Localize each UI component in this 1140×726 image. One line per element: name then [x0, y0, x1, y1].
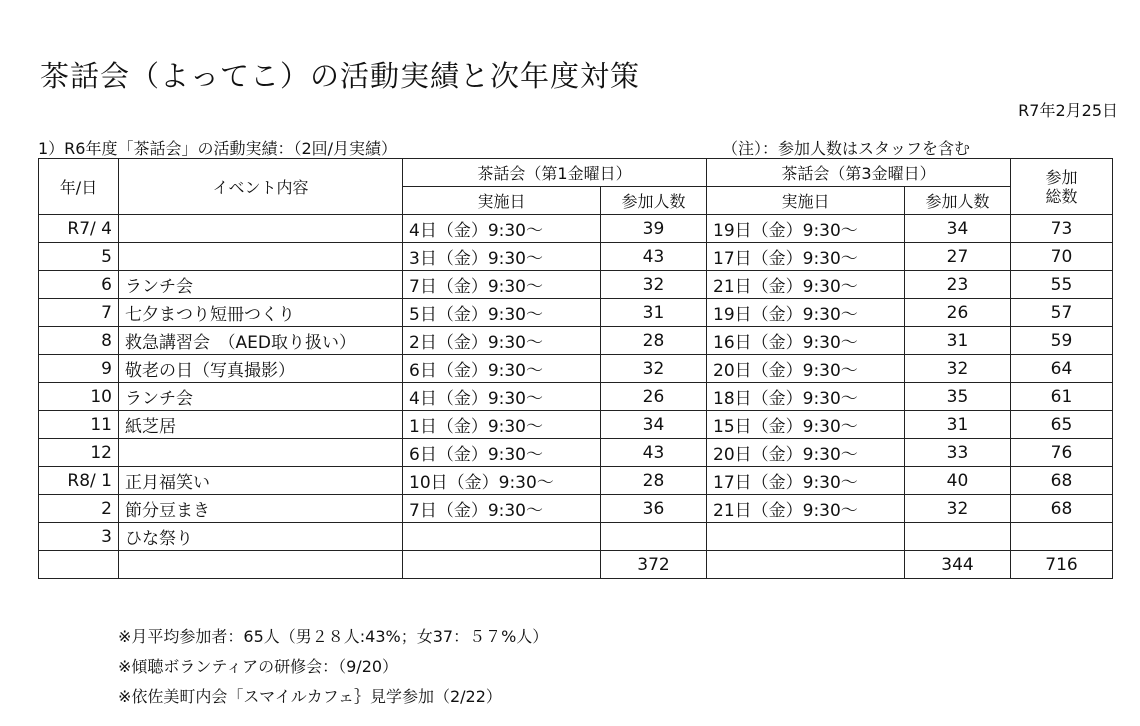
total-count-cell — [1011, 523, 1113, 551]
table-row — [39, 327, 1113, 355]
header-total-label: 参加総数 — [1045, 167, 1078, 206]
first-friday-count-cell: 43 — [601, 439, 707, 467]
first-friday-date-cell: 2日（金）9:30～ — [403, 327, 601, 355]
total-count-cell: 64 — [1011, 355, 1113, 383]
month-cell: 11 — [39, 411, 119, 439]
first-friday-count-cell — [601, 523, 707, 551]
third-friday-count-cell — [905, 523, 1011, 551]
header-session-third-friday: 茶話会（第3金曜日） — [707, 159, 1011, 187]
first-friday-date-cell: 3日（金）9:30～ — [403, 243, 601, 271]
table-row — [39, 355, 1113, 383]
month-cell: 7 — [39, 299, 119, 327]
document-date: R7年2月25日 — [1018, 101, 1118, 120]
table-row — [39, 271, 1113, 299]
event-cell — [119, 215, 403, 243]
header-date-1: 実施日 — [403, 187, 601, 215]
table-row — [39, 215, 1113, 243]
month-cell: 8 — [39, 327, 119, 355]
first-friday-count-cell: 34 — [601, 411, 707, 439]
event-cell: ランチ会 — [119, 383, 403, 411]
event-cell: 正月福笑い — [119, 467, 403, 495]
third-friday-date-cell — [707, 523, 905, 551]
event-cell: 紙芝居 — [119, 411, 403, 439]
third-friday-date-cell: 19日（金）9:30～ — [707, 299, 905, 327]
table-row — [39, 439, 1113, 467]
first-friday-date-cell: 7日（金）9:30～ — [403, 271, 601, 299]
staff-note: （注）：参加人数はスタッフを含む — [722, 139, 971, 158]
month-cell: R8/ 1 — [39, 467, 119, 495]
third-friday-count-cell: 33 — [905, 439, 1011, 467]
third-friday-count-cell: 40 — [905, 467, 1011, 495]
month-cell: 5 — [39, 243, 119, 271]
table-header — [39, 159, 1113, 215]
activity-results-table — [38, 158, 1113, 579]
event-cell: ひな祭り — [119, 523, 403, 551]
first-friday-date-cell: 4日（金）9:30～ — [403, 383, 601, 411]
third-friday-date-cell: 21日（金）9:30～ — [707, 271, 905, 299]
first-friday-count-cell: 31 — [601, 299, 707, 327]
event-cell: 七夕まつり短冊つくり — [119, 299, 403, 327]
event-cell: 節分豆まき — [119, 495, 403, 523]
first-friday-date-cell: 6日（金）9:30～ — [403, 355, 601, 383]
third-friday-count-cell: 26 — [905, 299, 1011, 327]
table-row — [39, 551, 1113, 579]
third-friday-date-cell: 19日（金）9:30～ — [707, 215, 905, 243]
month-cell: 9 — [39, 355, 119, 383]
first-friday-date-cell: 7日（金）9:30～ — [403, 495, 601, 523]
event-cell: 救急講習会 （AED取り扱い） — [119, 327, 403, 355]
month-cell: 2 — [39, 495, 119, 523]
total-count-cell: 68 — [1011, 467, 1113, 495]
third-friday-date-cell — [707, 551, 905, 579]
first-friday-count-cell: 36 — [601, 495, 707, 523]
first-friday-count-cell: 372 — [601, 551, 707, 579]
total-count-cell: 65 — [1011, 411, 1113, 439]
table-row — [39, 467, 1113, 495]
first-friday-date-cell: 1日（金）9:30～ — [403, 411, 601, 439]
third-friday-count-cell: 31 — [905, 327, 1011, 355]
total-count-cell: 70 — [1011, 243, 1113, 271]
third-friday-date-cell: 18日（金）9:30～ — [707, 383, 905, 411]
total-count-cell: 59 — [1011, 327, 1113, 355]
section-heading: 1）R6年度「茶話会」の活動実績：（2回/月実績） — [38, 139, 398, 158]
footnote-training: ※傾聴ボランティアの研修会：（9/20） — [118, 657, 399, 676]
header-month: 年/日 — [39, 159, 119, 215]
first-friday-date-cell: 4日（金）9:30～ — [403, 215, 601, 243]
event-cell — [119, 551, 403, 579]
third-friday-count-cell: 27 — [905, 243, 1011, 271]
first-friday-date-cell — [403, 551, 601, 579]
third-friday-count-cell: 32 — [905, 495, 1011, 523]
third-friday-date-cell: 15日（金）9:30～ — [707, 411, 905, 439]
third-friday-count-cell: 31 — [905, 411, 1011, 439]
third-friday-date-cell: 17日（金）9:30～ — [707, 243, 905, 271]
header-count-3: 参加人数 — [905, 187, 1011, 215]
total-count-cell: 61 — [1011, 383, 1113, 411]
month-cell: 10 — [39, 383, 119, 411]
third-friday-date-cell: 20日（金）9:30～ — [707, 439, 905, 467]
month-cell: R7/ 4 — [39, 215, 119, 243]
total-count-cell: 716 — [1011, 551, 1113, 579]
third-friday-date-cell: 16日（金）9:30～ — [707, 327, 905, 355]
third-friday-date-cell: 17日（金）9:30～ — [707, 467, 905, 495]
total-count-cell: 76 — [1011, 439, 1113, 467]
footnotes — [118, 622, 548, 712]
table-row — [39, 243, 1113, 271]
table-row — [39, 495, 1113, 523]
third-friday-date-cell: 20日（金）9:30～ — [707, 355, 905, 383]
first-friday-count-cell: 32 — [601, 355, 707, 383]
first-friday-count-cell: 26 — [601, 383, 707, 411]
third-friday-count-cell: 32 — [905, 355, 1011, 383]
first-friday-count-cell: 32 — [601, 271, 707, 299]
footnote-visit: ※依佐美町内会「スマイルカフェ｝見学参加（2/22） — [118, 687, 502, 706]
first-friday-count-cell: 28 — [601, 467, 707, 495]
month-cell: 6 — [39, 271, 119, 299]
month-cell: 3 — [39, 523, 119, 551]
third-friday-count-cell: 23 — [905, 271, 1011, 299]
first-friday-date-cell — [403, 523, 601, 551]
month-cell: 12 — [39, 439, 119, 467]
event-cell — [119, 439, 403, 467]
header-event: イベント内容 — [119, 159, 403, 215]
third-friday-count-cell: 35 — [905, 383, 1011, 411]
first-friday-date-cell: 10日（金）9:30～ — [403, 467, 601, 495]
page-title: 茶話会（よってこ）の活動実績と次年度対策 — [40, 59, 641, 93]
month-cell — [39, 551, 119, 579]
third-friday-count-cell: 344 — [905, 551, 1011, 579]
third-friday-count-cell: 34 — [905, 215, 1011, 243]
total-count-cell: 73 — [1011, 215, 1113, 243]
event-cell: 敬老の日（写真撮影） — [119, 355, 403, 383]
header-count-1: 参加人数 — [601, 187, 707, 215]
table-row — [39, 383, 1113, 411]
event-cell — [119, 243, 403, 271]
first-friday-count-cell: 43 — [601, 243, 707, 271]
table-row — [39, 411, 1113, 439]
table-body — [39, 215, 1113, 579]
total-count-cell: 68 — [1011, 495, 1113, 523]
footnote-average: ※月平均参加者：65人（男２８人:43%；女37：５７%人） — [118, 627, 549, 646]
event-cell: ランチ会 — [119, 271, 403, 299]
first-friday-count-cell: 39 — [601, 215, 707, 243]
first-friday-date-cell: 6日（金）9:30～ — [403, 439, 601, 467]
third-friday-date-cell: 21日（金）9:30～ — [707, 495, 905, 523]
first-friday-date-cell: 5日（金）9:30～ — [403, 299, 601, 327]
total-count-cell: 57 — [1011, 299, 1113, 327]
header-total — [1011, 159, 1113, 215]
header-date-3: 実施日 — [707, 187, 905, 215]
header-session-first-friday: 茶話会（第1金曜日） — [403, 159, 707, 187]
table-row — [39, 299, 1113, 327]
first-friday-count-cell: 28 — [601, 327, 707, 355]
total-count-cell: 55 — [1011, 271, 1113, 299]
table-row — [39, 523, 1113, 551]
